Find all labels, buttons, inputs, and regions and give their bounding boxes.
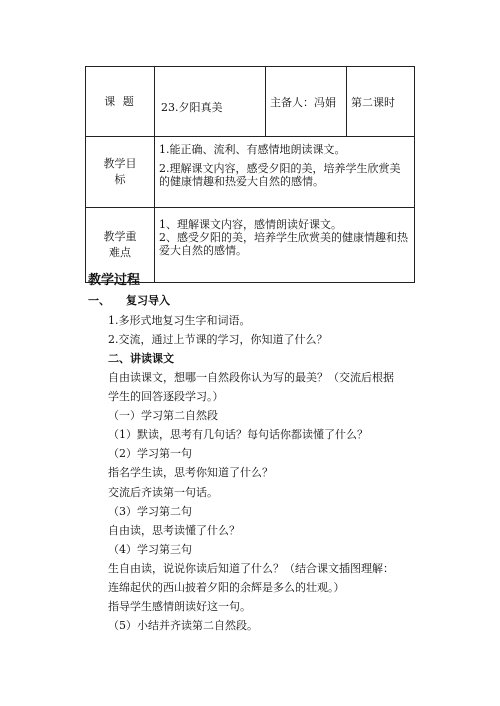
topic-label: 课 题 (104, 94, 136, 108)
body-line: （5）小结并齐读第二自然段。 (108, 619, 258, 632)
process-title: 教学过程 (88, 273, 141, 288)
body-line: 指名学生读，思考你知道了什么？ (108, 466, 273, 479)
body-line: 生自由读，说说你读后知道了什么？（结合课文插图理解： (108, 562, 394, 575)
review-item-2: 2.交流，通过上节课的学习，你知道了什么？ (108, 333, 328, 346)
body-line: （2）学习第一句 (108, 447, 192, 460)
section-2-title: 二、讲读课文 (108, 352, 174, 365)
lesson-title-cell (155, 67, 266, 137)
section-1-title: 复习导入 (126, 294, 170, 307)
body-line: 学生的回答逐段学习。） (108, 390, 224, 403)
body-line: 交流后齐读第一句话。 (108, 486, 218, 499)
lesson-title: 23.夕阳真美 (161, 100, 223, 114)
key-points-label-line2: 难点 (109, 246, 131, 259)
preparer: 主备人：冯娟 (270, 95, 336, 109)
objectives-label-line2: 标 (114, 173, 126, 186)
lesson-info-table (85, 66, 415, 283)
body-line: 连绵起伏的西山披着夕阳的余辉是多么的壮观。） (108, 581, 345, 594)
body-line: （3）学习第二句 (108, 505, 192, 518)
review-item-1: 1.多形式地复习生字和词语。 (108, 314, 251, 327)
objectives-cell (155, 137, 415, 208)
key-points-label-line1: 教学重 (103, 230, 137, 243)
body-line: （一）学习第二自然段 (108, 409, 218, 422)
preparer-cell (266, 67, 347, 137)
lesson-period: 第二课时 (351, 95, 395, 109)
body-line: 自由读，思考读懂了什么？ (108, 524, 240, 537)
topic-label-cell (86, 67, 155, 137)
objectives-label-line1: 教学目 (103, 157, 137, 170)
period-cell (347, 67, 415, 137)
key-points-cell (155, 208, 415, 283)
body-line: 自由读课文，想哪一自然段你认为写的最美？（交流后根据 (108, 371, 394, 384)
section-1-number: 一、 (88, 294, 110, 307)
objective-item-2: 2.理解课文内容，感受夕阳的美，培养学生欣赏美的健康情趣和热爱大自然的感情。 (159, 162, 401, 188)
body-line: 指导学生感情朗读好这一句。 (108, 600, 251, 613)
key-point-item-1: 1、理解课文内容，感情朗读好课文。 (159, 218, 342, 231)
body-line: （1）默读，思考有几句话？每句话你都读懂了什么？ (108, 428, 368, 441)
objective-item-1: 1.能正确、流利、有感情地朗读课文。 (159, 143, 346, 156)
objectives-label-cell (86, 137, 155, 208)
body-line: （4）学习第三句 (108, 543, 192, 556)
key-point-item-2: 2、感受夕阳的美，培养学生欣赏美的健康情趣和热爱大自然的感情。 (159, 231, 408, 257)
